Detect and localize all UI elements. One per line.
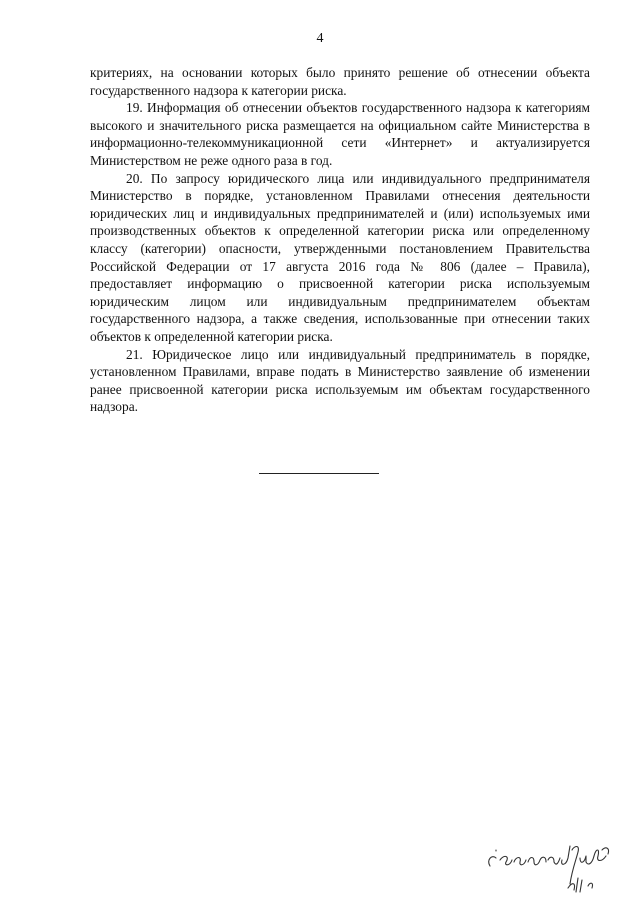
paragraph-21: 21. Юридическое лицо или индивидуальный предприниматель в порядке, установленном Правилами, вправе подать в Министерство заявление об изменении ранее присвоенной категории риска используемым им объектам государственного надзора.: [90, 346, 590, 415]
document-body: [90, 64, 590, 416]
paragraph-20: 20. По запросу юридического лица или индивидуального предпринимателя Министерство в порядке, установленном Правилами отнесения деятельности юридических лиц и индивидуальных предпринимателей и (или) используемых ими производственных объектов к определенной категории риска или определенному классу (категории) опасности, утвержденными постановлением Правительства Российской Федерации от 17 августа 2016 года № 806 (далее – Правила), предоставляет информацию о присвоенной категории риска используемым юридическим лицом или индивидуальным предпринимателем объектам государственного надзора, а также сведения, использованные при отнесении таких объектов к определенной категории риска.: [90, 170, 590, 344]
handwritten-signature: [484, 826, 614, 896]
paragraph-continuation: критериях, на основании которых было принято решение об отнесении объекта государственного надзора к категории риска.: [90, 65, 590, 98]
page-number: 4: [316, 31, 324, 46]
paragraph-19: 19. Информация об отнесении объектов государственного надзора к категориям высокого и значительного риска размещается на официальном сайте Министерства в информационно-телекоммуникационной сети «Интернет» и актуализируется Министерством не реже одного раза в год.: [90, 100, 590, 168]
end-divider-line: [259, 473, 379, 474]
